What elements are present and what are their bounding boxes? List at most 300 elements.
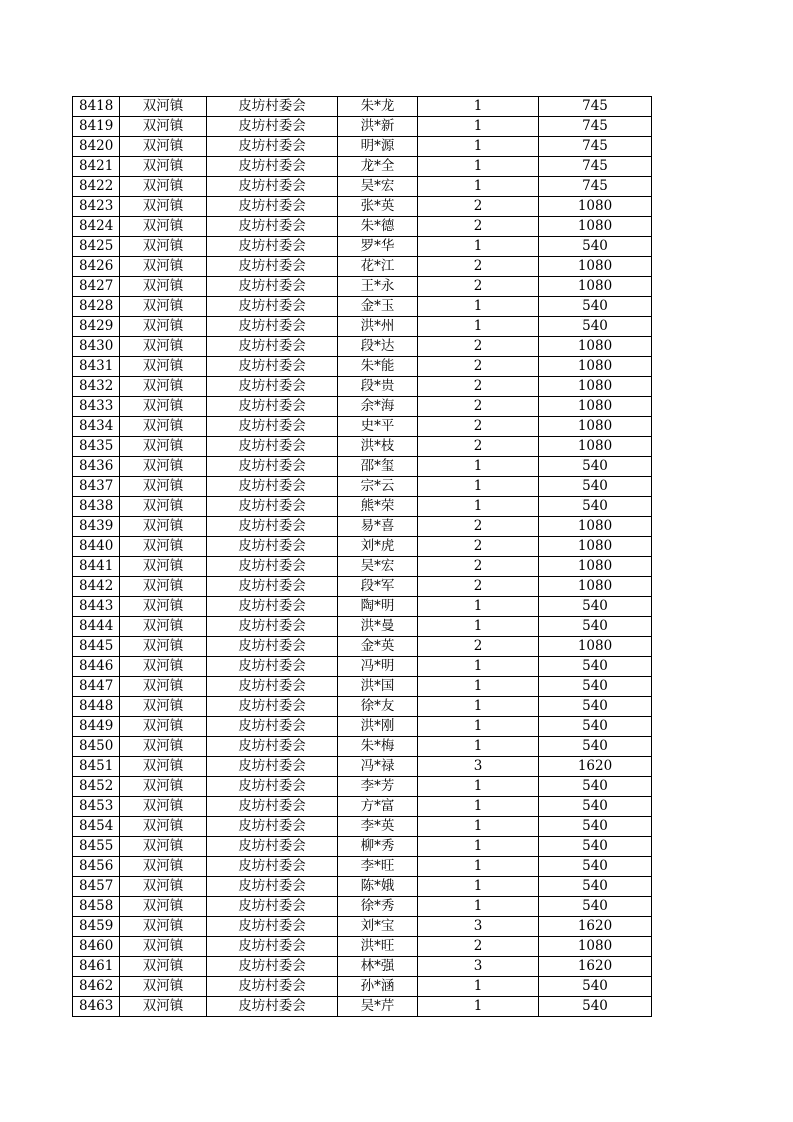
cell-amount: 1620 [539,917,652,937]
cell-household-count: 1 [418,317,539,337]
cell-town: 双河镇 [120,757,207,777]
cell-person-name: 柳*秀 [338,837,418,857]
cell-town: 双河镇 [120,197,207,217]
cell-person-name: 李*旺 [338,857,418,877]
cell-serial-number: 8462 [73,977,120,997]
table-row [73,997,652,1017]
cell-household-count: 2 [418,437,539,457]
cell-person-name: 朱*德 [338,217,418,237]
cell-village-committee: 皮坊村委会 [207,917,338,937]
cell-amount: 1080 [539,537,652,557]
cell-village-committee: 皮坊村委会 [207,257,338,277]
cell-serial-number: 8423 [73,197,120,217]
cell-village-committee: 皮坊村委会 [207,677,338,697]
cell-household-count: 1 [418,177,539,197]
table-row [73,417,652,437]
cell-village-committee: 皮坊村委会 [207,737,338,757]
cell-household-count: 1 [418,617,539,637]
cell-person-name: 宗*云 [338,477,418,497]
cell-household-count: 2 [418,557,539,577]
cell-village-committee: 皮坊村委会 [207,717,338,737]
cell-household-count: 1 [418,797,539,817]
cell-village-committee: 皮坊村委会 [207,157,338,177]
cell-person-name: 史*平 [338,417,418,437]
table-row [73,437,652,457]
cell-household-count: 2 [418,397,539,417]
cell-serial-number: 8456 [73,857,120,877]
cell-household-count: 1 [418,477,539,497]
table-row [73,957,652,977]
cell-village-committee: 皮坊村委会 [207,97,338,117]
cell-amount: 745 [539,157,652,177]
table-row [73,837,652,857]
cell-village-committee: 皮坊村委会 [207,957,338,977]
cell-person-name: 吴*宏 [338,177,418,197]
cell-village-committee: 皮坊村委会 [207,657,338,677]
cell-town: 双河镇 [120,297,207,317]
cell-person-name: 朱*能 [338,357,418,377]
cell-amount: 1080 [539,257,652,277]
cell-village-committee: 皮坊村委会 [207,477,338,497]
cell-amount: 1080 [539,937,652,957]
cell-town: 双河镇 [120,797,207,817]
cell-amount: 1080 [539,337,652,357]
cell-village-committee: 皮坊村委会 [207,237,338,257]
cell-household-count: 2 [418,637,539,657]
cell-amount: 745 [539,117,652,137]
cell-household-count: 2 [418,197,539,217]
cell-serial-number: 8460 [73,937,120,957]
cell-serial-number: 8461 [73,957,120,977]
cell-household-count: 1 [418,657,539,677]
table-row [73,937,652,957]
roster-table [72,96,652,1017]
cell-person-name: 洪*国 [338,677,418,697]
cell-household-count: 2 [418,277,539,297]
cell-serial-number: 8432 [73,377,120,397]
cell-person-name: 王*永 [338,277,418,297]
cell-person-name: 徐*秀 [338,897,418,917]
cell-amount: 1080 [539,637,652,657]
table-row [73,537,652,557]
cell-amount: 1080 [539,217,652,237]
cell-person-name: 吴*宏 [338,557,418,577]
cell-amount: 1080 [539,517,652,537]
cell-town: 双河镇 [120,857,207,877]
table-row [73,197,652,217]
cell-town: 双河镇 [120,437,207,457]
cell-amount: 1080 [539,557,652,577]
cell-village-committee: 皮坊村委会 [207,577,338,597]
cell-serial-number: 8437 [73,477,120,497]
cell-serial-number: 8453 [73,797,120,817]
cell-person-name: 段*军 [338,577,418,597]
cell-household-count: 1 [418,777,539,797]
cell-household-count: 2 [418,577,539,597]
cell-household-count: 1 [418,137,539,157]
cell-town: 双河镇 [120,177,207,197]
cell-village-committee: 皮坊村委会 [207,457,338,477]
cell-person-name: 洪*旺 [338,937,418,957]
cell-town: 双河镇 [120,557,207,577]
cell-amount: 540 [539,977,652,997]
cell-serial-number: 8435 [73,437,120,457]
cell-person-name: 朱*梅 [338,737,418,757]
cell-serial-number: 8431 [73,357,120,377]
cell-town: 双河镇 [120,497,207,517]
cell-village-committee: 皮坊村委会 [207,537,338,557]
cell-amount: 745 [539,177,652,197]
cell-serial-number: 8426 [73,257,120,277]
cell-village-committee: 皮坊村委会 [207,277,338,297]
cell-village-committee: 皮坊村委会 [207,857,338,877]
table-row [73,137,652,157]
cell-town: 双河镇 [120,277,207,297]
cell-serial-number: 8445 [73,637,120,657]
cell-town: 双河镇 [120,137,207,157]
cell-town: 双河镇 [120,817,207,837]
cell-town: 双河镇 [120,637,207,657]
cell-serial-number: 8444 [73,617,120,637]
table-row [73,457,652,477]
cell-serial-number: 8420 [73,137,120,157]
cell-serial-number: 8446 [73,657,120,677]
cell-town: 双河镇 [120,477,207,497]
cell-town: 双河镇 [120,717,207,737]
cell-person-name: 李*英 [338,817,418,837]
cell-village-committee: 皮坊村委会 [207,217,338,237]
cell-person-name: 罗*华 [338,237,418,257]
table-row [73,317,652,337]
cell-serial-number: 8440 [73,537,120,557]
cell-village-committee: 皮坊村委会 [207,877,338,897]
cell-household-count: 1 [418,897,539,917]
cell-amount: 540 [539,677,652,697]
cell-amount: 1080 [539,357,652,377]
cell-village-committee: 皮坊村委会 [207,697,338,717]
cell-amount: 540 [539,457,652,477]
cell-town: 双河镇 [120,997,207,1017]
cell-person-name: 熊*荣 [338,497,418,517]
cell-household-count: 1 [418,697,539,717]
table-row [73,897,652,917]
cell-amount: 1080 [539,197,652,217]
table-row [73,337,652,357]
cell-village-committee: 皮坊村委会 [207,757,338,777]
cell-amount: 540 [539,597,652,617]
cell-person-name: 陶*明 [338,597,418,617]
cell-serial-number: 8454 [73,817,120,837]
table-row [73,717,652,737]
table-row [73,977,652,997]
cell-amount: 540 [539,897,652,917]
table-row [73,357,652,377]
table-row [73,237,652,257]
cell-person-name: 明*源 [338,137,418,157]
cell-village-committee: 皮坊村委会 [207,797,338,817]
cell-household-count: 1 [418,457,539,477]
cell-town: 双河镇 [120,837,207,857]
cell-serial-number: 8463 [73,997,120,1017]
cell-serial-number: 8433 [73,397,120,417]
cell-town: 双河镇 [120,457,207,477]
cell-household-count: 1 [418,237,539,257]
table-body [73,97,652,1017]
cell-person-name: 段*达 [338,337,418,357]
cell-household-count: 1 [418,857,539,877]
cell-amount: 540 [539,777,652,797]
cell-village-committee: 皮坊村委会 [207,357,338,377]
cell-person-name: 洪*刚 [338,717,418,737]
cell-household-count: 1 [418,717,539,737]
table-row [73,697,652,717]
cell-amount: 1080 [539,577,652,597]
cell-amount: 540 [539,997,652,1017]
cell-household-count: 2 [418,257,539,277]
cell-person-name: 李*芳 [338,777,418,797]
table-row [73,477,652,497]
cell-village-committee: 皮坊村委会 [207,317,338,337]
cell-amount: 540 [539,237,652,257]
cell-person-name: 张*英 [338,197,418,217]
table-row [73,597,652,617]
cell-village-committee: 皮坊村委会 [207,197,338,217]
cell-town: 双河镇 [120,777,207,797]
table-row [73,277,652,297]
cell-amount: 540 [539,657,652,677]
cell-serial-number: 8443 [73,597,120,617]
table-row [73,637,652,657]
cell-household-count: 2 [418,337,539,357]
cell-village-committee: 皮坊村委会 [207,937,338,957]
cell-village-committee: 皮坊村委会 [207,337,338,357]
cell-town: 双河镇 [120,897,207,917]
cell-town: 双河镇 [120,217,207,237]
cell-amount: 540 [539,617,652,637]
cell-serial-number: 8434 [73,417,120,437]
table-row [73,557,652,577]
cell-person-name: 方*富 [338,797,418,817]
cell-household-count: 1 [418,737,539,757]
cell-amount: 540 [539,497,652,517]
cell-serial-number: 8428 [73,297,120,317]
table-row [73,377,652,397]
cell-household-count: 1 [418,497,539,517]
cell-person-name: 龙*全 [338,157,418,177]
cell-town: 双河镇 [120,117,207,137]
cell-village-committee: 皮坊村委会 [207,137,338,157]
cell-person-name: 冯*明 [338,657,418,677]
cell-household-count: 1 [418,997,539,1017]
cell-household-count: 1 [418,157,539,177]
cell-amount: 540 [539,837,652,857]
cell-village-committee: 皮坊村委会 [207,977,338,997]
table-row [73,397,652,417]
cell-town: 双河镇 [120,917,207,937]
cell-village-committee: 皮坊村委会 [207,117,338,137]
cell-person-name: 易*喜 [338,517,418,537]
cell-village-committee: 皮坊村委会 [207,617,338,637]
cell-household-count: 3 [418,957,539,977]
cell-amount: 1080 [539,277,652,297]
cell-town: 双河镇 [120,697,207,717]
cell-amount: 540 [539,477,652,497]
cell-village-committee: 皮坊村委会 [207,397,338,417]
cell-person-name: 洪*州 [338,317,418,337]
cell-household-count: 1 [418,977,539,997]
cell-town: 双河镇 [120,577,207,597]
table-row [73,257,652,277]
cell-town: 双河镇 [120,377,207,397]
cell-person-name: 林*强 [338,957,418,977]
table-row [73,657,652,677]
table-row [73,877,652,897]
table-row [73,677,652,697]
cell-person-name: 孙*涵 [338,977,418,997]
cell-village-committee: 皮坊村委会 [207,517,338,537]
cell-serial-number: 8425 [73,237,120,257]
cell-serial-number: 8459 [73,917,120,937]
cell-serial-number: 8418 [73,97,120,117]
cell-town: 双河镇 [120,337,207,357]
cell-town: 双河镇 [120,657,207,677]
table-row [73,777,652,797]
cell-person-name: 花*江 [338,257,418,277]
cell-village-committee: 皮坊村委会 [207,557,338,577]
cell-household-count: 2 [418,377,539,397]
cell-household-count: 3 [418,757,539,777]
cell-serial-number: 8424 [73,217,120,237]
table-row [73,217,652,237]
cell-household-count: 2 [418,417,539,437]
cell-serial-number: 8458 [73,897,120,917]
cell-village-committee: 皮坊村委会 [207,777,338,797]
table-row [73,297,652,317]
cell-village-committee: 皮坊村委会 [207,817,338,837]
cell-village-committee: 皮坊村委会 [207,297,338,317]
cell-person-name: 段*贵 [338,377,418,397]
cell-amount: 540 [539,857,652,877]
cell-serial-number: 8447 [73,677,120,697]
table-row [73,517,652,537]
cell-amount: 540 [539,697,652,717]
cell-serial-number: 8438 [73,497,120,517]
cell-town: 双河镇 [120,677,207,697]
cell-amount: 745 [539,97,652,117]
cell-household-count: 2 [418,517,539,537]
cell-amount: 1080 [539,437,652,457]
table-row [73,97,652,117]
table-row [73,497,652,517]
table-row [73,817,652,837]
table-row [73,177,652,197]
cell-town: 双河镇 [120,877,207,897]
table-row [73,917,652,937]
cell-serial-number: 8455 [73,837,120,857]
cell-household-count: 1 [418,297,539,317]
cell-serial-number: 8448 [73,697,120,717]
cell-serial-number: 8419 [73,117,120,137]
cell-serial-number: 8436 [73,457,120,477]
cell-village-committee: 皮坊村委会 [207,417,338,437]
cell-person-name: 朱*龙 [338,97,418,117]
cell-household-count: 1 [418,837,539,857]
cell-town: 双河镇 [120,317,207,337]
cell-amount: 540 [539,797,652,817]
cell-village-committee: 皮坊村委会 [207,437,338,457]
cell-household-count: 3 [418,917,539,937]
cell-town: 双河镇 [120,617,207,637]
cell-town: 双河镇 [120,237,207,257]
cell-village-committee: 皮坊村委会 [207,177,338,197]
table-row [73,857,652,877]
cell-household-count: 2 [418,937,539,957]
cell-household-count: 2 [418,537,539,557]
cell-serial-number: 8422 [73,177,120,197]
cell-serial-number: 8451 [73,757,120,777]
cell-person-name: 邵*玺 [338,457,418,477]
cell-town: 双河镇 [120,417,207,437]
cell-village-committee: 皮坊村委会 [207,497,338,517]
cell-serial-number: 8430 [73,337,120,357]
cell-person-name: 刘*宝 [338,917,418,937]
cell-town: 双河镇 [120,257,207,277]
cell-amount: 1080 [539,377,652,397]
cell-town: 双河镇 [120,397,207,417]
cell-serial-number: 8457 [73,877,120,897]
cell-household-count: 1 [418,817,539,837]
cell-serial-number: 8441 [73,557,120,577]
cell-person-name: 余*海 [338,397,418,417]
cell-village-committee: 皮坊村委会 [207,637,338,657]
cell-village-committee: 皮坊村委会 [207,597,338,617]
cell-village-committee: 皮坊村委会 [207,997,338,1017]
table-row [73,797,652,817]
cell-person-name: 陈*娥 [338,877,418,897]
cell-serial-number: 8452 [73,777,120,797]
cell-town: 双河镇 [120,737,207,757]
cell-amount: 1620 [539,757,652,777]
cell-amount: 540 [539,317,652,337]
cell-household-count: 2 [418,357,539,377]
cell-person-name: 吴*芹 [338,997,418,1017]
cell-serial-number: 8449 [73,717,120,737]
cell-person-name: 洪*新 [338,117,418,137]
cell-person-name: 洪*曼 [338,617,418,637]
cell-person-name: 刘*虎 [338,537,418,557]
cell-household-count: 2 [418,217,539,237]
cell-town: 双河镇 [120,537,207,557]
cell-person-name: 徐*友 [338,697,418,717]
cell-household-count: 1 [418,117,539,137]
cell-town: 双河镇 [120,157,207,177]
cell-town: 双河镇 [120,97,207,117]
cell-amount: 540 [539,817,652,837]
cell-serial-number: 8442 [73,577,120,597]
table-row [73,617,652,637]
cell-serial-number: 8421 [73,157,120,177]
table-row [73,737,652,757]
table-row [73,577,652,597]
table-row [73,757,652,777]
cell-person-name: 金*英 [338,637,418,657]
cell-person-name: 金*玉 [338,297,418,317]
table-row [73,117,652,137]
cell-amount: 1620 [539,957,652,977]
cell-household-count: 1 [418,97,539,117]
cell-person-name: 冯*禄 [338,757,418,777]
cell-town: 双河镇 [120,597,207,617]
